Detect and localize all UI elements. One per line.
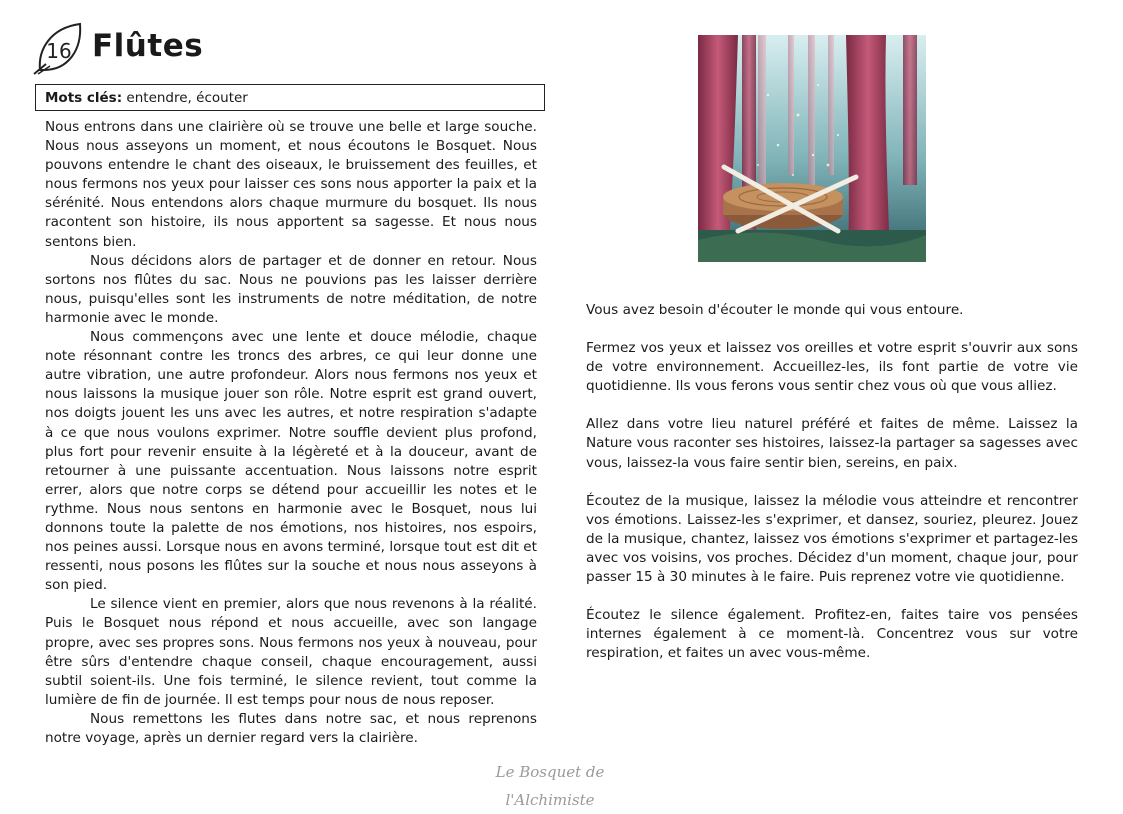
keywords-box xyxy=(35,84,545,111)
forest-flutes-illustration xyxy=(698,35,926,262)
advice-paragraph: Écoutez de la musique, laissez la mélodie vous atteindre et rencontrer vos émotions. Laissez-les s'exprimer, et dansez, souriez, pleurez. Jouez de la musique, chantez, laissez vos émotions s'exprimer et partagez-les avec vos voisins, vos proches. Décidez d'un moment, chaque jour, pour passer 15 à 30 minutes à le faire. Puis reprenez votre vie quotidienne. xyxy=(586,492,1078,586)
advice-paragraph: Vous avez besoin d'écouter le monde qui vous entoure. xyxy=(586,302,964,318)
keywords-label: Mots clés: xyxy=(45,90,123,106)
story-paragraph: Nous commençons avec une lente et douce mélodie, chaque note résonnant contre les troncs des arbres, ce qui leur donne une autre vibration, une autre profondeur. Alors nous fermons nos yeux et nous laissons la musique jouer son rôle. Notre esprit est grand ouvert, nos doigts jouent les uns avec les autres, et notre respiration s'adapte à ce que nous voulons exprimer. Notre souffle devient plus profond, plus fort pour revenir ensuite à la légèreté et à la douceur, avant de retourner à une puissante accentuation. Nous laissons notre esprit errer, alors que notre corps se détend pour accueillir les notes et le rythme. Nous nous sentons en harmonie avec le Bosquet, nous lui donnons toute la palette de nos émotions, nos histoires, nos espoirs, nos peines aussi. Lorsque nous en avons terminé, lorsque tout est dit et ressenti, nous posons les flûtes sur la souche et nous nous asseyons à son pied. xyxy=(45,329,537,594)
page-title: Flûtes xyxy=(92,28,204,64)
chapter-number: 16 xyxy=(46,39,72,63)
keywords-value: entendre, écouter xyxy=(122,90,248,106)
advice-paragraph: Allez dans votre lieu naturel préféré et faites de même. Laissez la Nature vous raconter ses histoires, laissez-la partager sa sagesses avec vous, laissez-la vous faire sentir bien, sereins, en paix. xyxy=(586,416,1078,471)
advice-text xyxy=(586,301,1078,682)
page-header xyxy=(32,20,552,76)
story-paragraph: Le silence vient en premier, alors que nous revenons à la réalité. Puis le Bosquet nous répond et nous accueille, avec son langage propre, avec ses propres sons. Nous fermons nos yeux à nouveau, pour être sûrs d'entendre chaque conseil, chaque encouragement, aussi subtil soient-ils. Une fois terminé, le silence revient, tout comme la lumière de fin de journée. Il est temps pour nous de nous reposer. xyxy=(45,596,537,708)
story-paragraph: Nous entrons dans une clairière où se trouve une belle et large souche. Nous nous asseyons un moment, et nous écoutons le Bosquet. Nous pouvons entendre le chant des oiseaux, le bruissement des feuilles, et nous fermons nos yeux pour laisser ces sons nous apporter la paix et la sérénité. Nous entendons alors chaque murmure du bosquet. Ils nous racontent son histoire, ils nous apportent sa sagesse. Et nous nous sentons bien. xyxy=(45,119,537,250)
story-paragraph: Nous remettons les flutes dans notre sac, et nous reprenons notre voyage, après un dernier regard vers la clairière. xyxy=(45,710,537,746)
footer-logo-text: Le Bosquet de l'Alchimiste xyxy=(495,763,605,809)
advice-paragraph: Fermez vos yeux et laissez vos oreilles et votre esprit s'ouvrir aux sons de votre environnement. Accueillez-les, ils font partie de votre vie quotidienne. Ils vous ferons vous sentir chez vous où que vous alliez. xyxy=(586,340,1078,395)
footer-logo xyxy=(470,758,630,809)
leaf-icon xyxy=(32,20,88,76)
story-paragraph: Nous décidons alors de partager et de donner en retour. Nous sortons nos flûtes du sac. Nous ne pouvions pas les laisser derrière nous, puisqu'elles sont les instruments de notre méditation, de notre harmonie avec le monde. xyxy=(45,252,537,326)
story-text xyxy=(45,118,537,748)
advice-paragraph: Écoutez le silence également. Profitez-en, faites taire vos pensées internes également à ce moment-là. Concentrez vous sur votre respiration, et faites un avec vous-même. xyxy=(586,607,1078,662)
